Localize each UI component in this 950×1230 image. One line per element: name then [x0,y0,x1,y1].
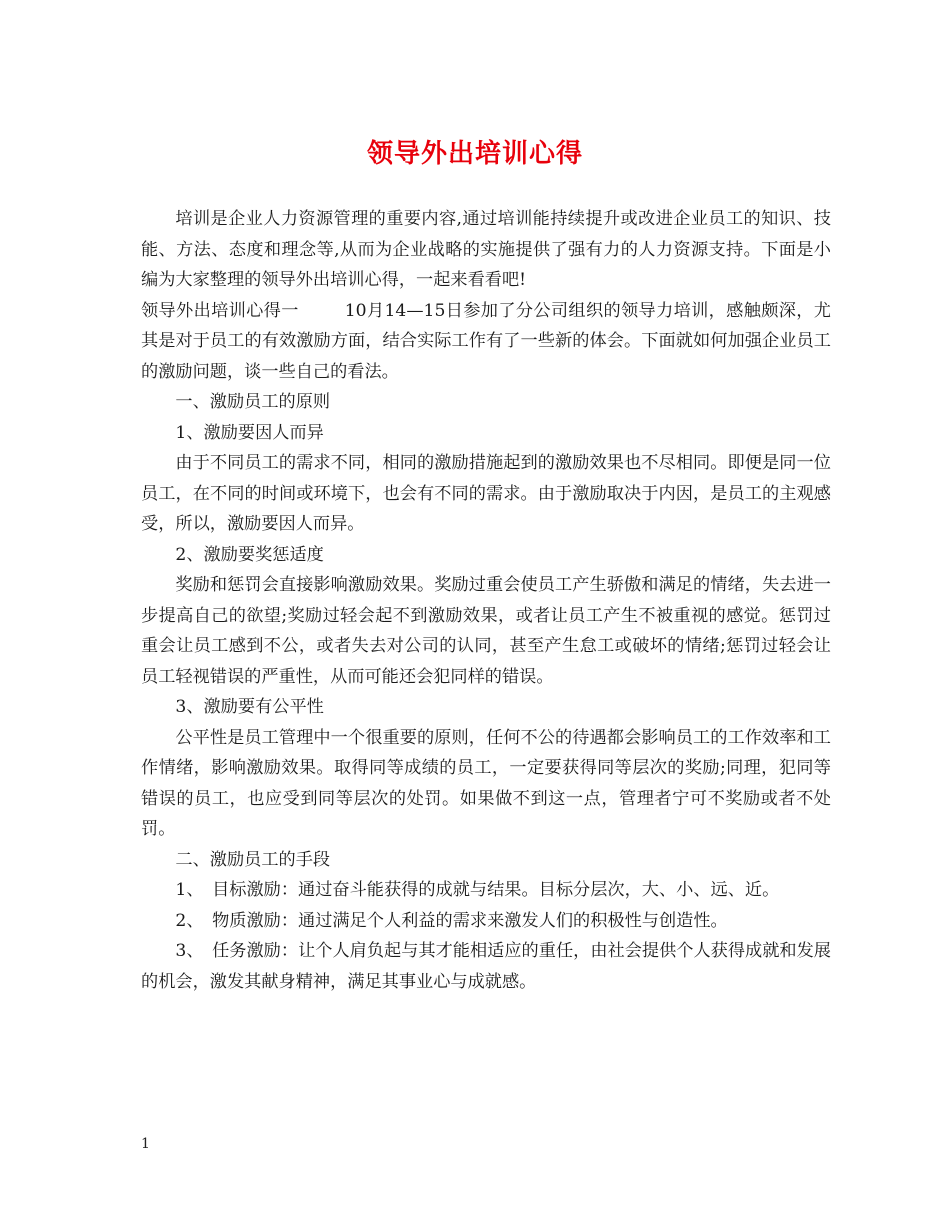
subheading-3: 3、激励要有公平性 [175,697,324,717]
paragraph-3: 公平性是员工管理中一个很重要的原则，任何不公的待遇都会影响员工的工作效率和工作情绪，影响激励效果。取得同等成绩的员工，一定要获得同等层次的奖励;同理，犯同等错误的员工，也应受到同等层次的处罚。如果做不到这一点，管理者宁可不奖励或者不处罚。 [141,727,831,839]
heading-principles: 一、激励员工的原则 [175,392,331,412]
paragraph-2: 奖励和惩罚会直接影响激励效果。奖励过重会使员工产生骄傲和满足的情绪，失去进一步提高自己的欲望;奖励过轻会起不到激励效果，或者让员工产生不被重视的感觉。惩罚过重会让员工感到不公，或者失去对公司的认同，甚至产生怠工或破坏的情绪;惩罚过轻会让员工轻视错误的严重性，从而可能还会犯同样的错误。 [141,575,831,687]
section-paragraph [141,296,831,388]
intro-paragraph: 培训是企业人力资源管理的重要内容,通过培训能持续提升或改进企业员工的知识、技能、方法、态度和理念等,从而为企业战略的实施提供了强有力的人力资源支持。下面是小编为大家整理的领导外出培训心得，一起来看看吧! [141,209,831,290]
subheading-2: 2、激励要奖惩适度 [175,544,324,565]
heading-methods: 二、激励员工的手段 [175,849,331,870]
page-title: 领导外出培训心得 [366,139,583,169]
list-item-3: 3、 任务激励：让个人肩负起与其才能相适应的重任，由社会提供个人获得成就和发展的机会，激发其献身精神，满足其事业心与成就感。 [141,941,831,992]
list-item-1: 1、 目标激励：通过奋斗能获得的成就与结果。目标分层次，大、小、远、近。 [175,880,780,900]
page-number: 1 [141,1136,150,1152]
section-label: 领导外出培训心得一 [141,300,299,321]
list-item-2: 2、 物质激励：通过满足个人利益的需求来激发人们的积极性与创造性。 [175,910,728,931]
subheading-1: 1、激励要因人而异 [175,422,324,443]
document-body [141,204,831,997]
paragraph-1: 由于不同员工的需求不同，相同的激励措施起到的激励效果也不尽相同。即便是同一位员工，在不同的时间或环境下，也会有不同的需求。由于激励取决于内因，是员工的主观感受，所以，激励要因人而异。 [141,453,831,534]
section-text: 10月14—15日参加了分公司组织的领导力培训，感触颇深，尤其是对于员工的有效激励方面，结合实际工作有了一些新的体会。下面就如何加强企业员工的激励问题，谈一些自己的看法。 [141,300,831,382]
